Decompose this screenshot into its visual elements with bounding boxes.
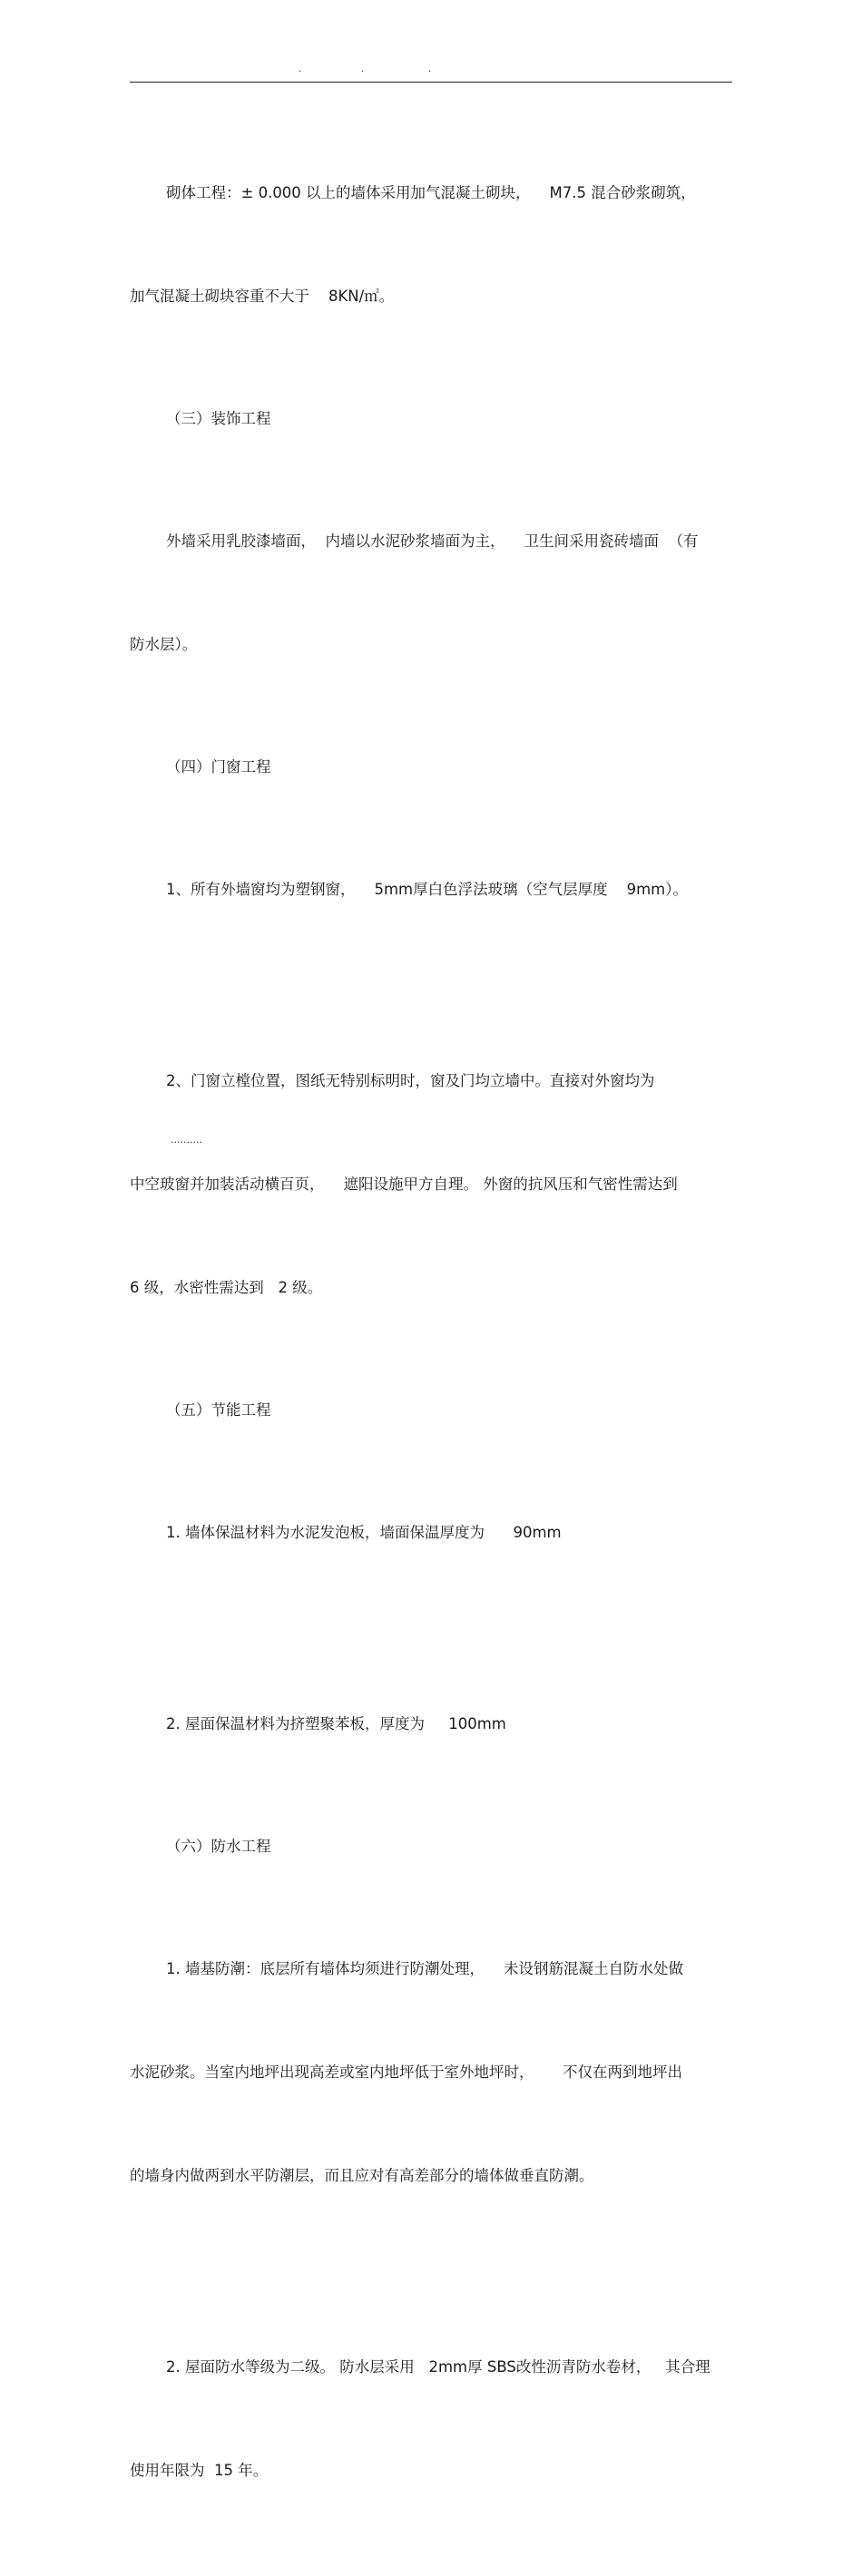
header-dot: .: [428, 64, 432, 74]
paragraph-waterproofing-1: [130, 1883, 732, 2262]
paragraph-windows-2: [130, 995, 732, 1374]
section-heading-energy: （五）节能工程: [166, 1401, 271, 1419]
header-divider: [130, 82, 732, 83]
paragraph-energy-2: [130, 1638, 732, 1810]
header-dot: .: [299, 64, 302, 74]
paragraph-line: 6 级，水密性需达到 2 级。: [130, 1279, 323, 1296]
paragraph-masonry: [130, 107, 732, 383]
header-dots: [0, 63, 862, 76]
paragraph-waterproofing-2: [130, 2281, 732, 2557]
paragraph-line: 防水层）。: [130, 636, 198, 653]
header-dot: .: [361, 64, 365, 74]
paragraph-line: 加气混凝土砌块容重不大于 8KN/㎡。: [130, 288, 395, 305]
paragraph-line: 1. 墙体保温材料为水泥发泡板，墙面保温厚度为 90mm: [166, 1524, 562, 1541]
paragraph-energy-1: [130, 1447, 732, 1619]
paragraph-line: 1. 墙基防潮：底层所有墙体均须进行防潮处理， 未设钢筋混凝土自防水处做: [166, 1960, 683, 1977]
paragraph-line: 1、所有外墙窗均为塑钢窗， 5mm厚白色浮法玻璃（空气层厚度 9mm）。: [166, 881, 688, 898]
paragraph-line: 2. 屋面保温材料为挤塑聚苯板，厚度为 100mm: [166, 1715, 506, 1732]
section-heading-decoration: （三）装饰工程: [166, 410, 271, 427]
paragraph-line: 使用年限为 15 年。: [130, 2462, 269, 2479]
paragraph-line: 的墙身内做两到水平防潮层，而且应对有高差部分的墙体做垂直防潮。: [130, 2167, 594, 2184]
section-heading-waterproofing: （六）防水工程: [166, 1838, 271, 1855]
footer-dots: ..........: [171, 1134, 202, 1146]
paragraph-line: 砌体工程：± 0.000 以上的墙体采用加气混凝土砌块， M7.5 混合砂浆砌筑，: [166, 184, 696, 201]
paragraph-line: 2. 屋面防水等级为二级。 防水层采用 2mm厚 SBS改性沥青防水卷材， 其合理: [166, 2358, 710, 2376]
paragraph-windows-1: [130, 804, 732, 976]
document-body: [130, 107, 732, 2576]
paragraph-line: 水泥砂浆。当室内地坪出现高差或室内地坪低于室外地坪时， 不仅在两到地坪出: [130, 2064, 682, 2081]
paragraph-line: 2、门窗立樘位置，图纸无特别标明时，窗及门均立墙中。直接对外窗均为: [166, 1072, 655, 1089]
paragraph-decoration: [130, 455, 732, 731]
section-heading-doors-windows: （四）门窗工程: [166, 758, 271, 776]
paragraph-line: 中空玻窗并加装活动横百页， 遮阳设施甲方自理。 外窗的抗风压和气密性需达到: [130, 1176, 678, 1193]
paragraph-line: 外墙采用乳胶漆墙面， 内墙以水泥砂浆墙面为主， 卫生间采用瓷砖墙面 （有: [166, 532, 699, 550]
